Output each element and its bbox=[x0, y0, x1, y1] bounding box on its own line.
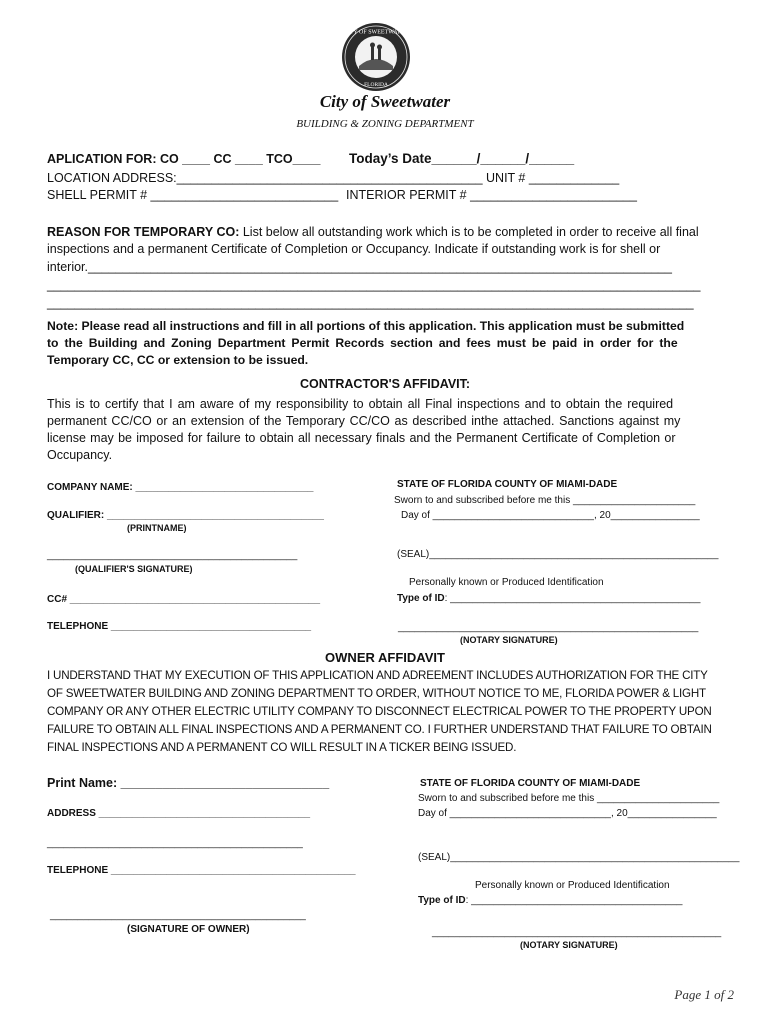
reason-line-3[interactable]: interior.____________________________________________________________________________________ bbox=[47, 260, 672, 274]
contractor-type-id-line: : _____________________________________________ bbox=[444, 593, 701, 604]
contractor-text-1: This is to certify that I am aware of my responsibility to obtain all Final inspections and to obtain the required bbox=[47, 397, 674, 411]
reason-label: REASON FOR TEMPORARY CO: bbox=[47, 225, 240, 239]
interior-permit-field[interactable]: INTERIOR PERMIT # ________________________ bbox=[346, 188, 637, 202]
cc-number-field[interactable]: CC# _____________________________________________ bbox=[47, 594, 321, 605]
today-date-field[interactable]: Today’s Date______/______/______ bbox=[349, 151, 575, 166]
owner-day-line[interactable]: Day of _____________________________, 20________________ bbox=[418, 808, 717, 819]
note-line-2: to the Building and Zoning Department Permit Records section and fees must be paid in order for the bbox=[47, 336, 678, 350]
contractor-day-line[interactable]: Day of _____________________________, 20________________ bbox=[401, 510, 700, 521]
owner-seal-line[interactable]: (SEAL)____________________________________________________ bbox=[418, 852, 740, 863]
qualifier-field[interactable]: QUALIFIER: _______________________________________ bbox=[47, 510, 324, 521]
owner-notary-signature-label: (NOTARY SIGNATURE) bbox=[520, 940, 618, 950]
contractor-notary-state: STATE OF FLORIDA COUNTY OF MIAMI-DADE bbox=[397, 479, 618, 490]
contractor-type-id-field[interactable] bbox=[397, 593, 700, 604]
note-line-3: Temporary CC, CC or extension to be issued. bbox=[47, 353, 309, 367]
owner-signature-line[interactable]: ______________________________________________ bbox=[50, 910, 306, 921]
owner-address-line-2[interactable]: ______________________________________________ bbox=[47, 838, 303, 849]
company-name-field[interactable]: COMPANY NAME: ________________________________ bbox=[47, 482, 314, 493]
contractor-sworn-line[interactable]: Sworn to and subscribed before me this ______________________ bbox=[394, 495, 696, 506]
reason-line-5[interactable]: _____________________________________________________________________________________________ bbox=[47, 296, 694, 310]
contractor-notary-signature-line[interactable]: ______________________________________________________ bbox=[398, 622, 699, 633]
contractor-personally-known: Personally known or Produced Identification bbox=[409, 577, 604, 588]
qualifier-signature-label: (QUALIFIER'S SIGNATURE) bbox=[75, 564, 193, 574]
owner-notary-signature-line[interactable]: ____________________________________________________ bbox=[432, 927, 722, 938]
contractor-notary-signature-label: (NOTARY SIGNATURE) bbox=[460, 635, 558, 645]
shell-permit-field[interactable]: SHELL PERMIT # ___________________________ bbox=[47, 188, 339, 202]
reason-text-2: inspections and a permanent Certificate of Completion or Occupancy. Indicate if outstanding work is for shell or bbox=[47, 242, 661, 256]
owner-text-1: I UNDERSTAND THAT MY EXECUTION OF THIS APPLICATION AND ADREEMENT INCLUDES AUTHORIZATION FOR THE CITY bbox=[47, 669, 708, 682]
application-for-field[interactable]: APLICATION FOR: CO ____ CC ____ TCO____ bbox=[47, 152, 321, 166]
contractor-text-4: Occupancy. bbox=[47, 448, 113, 462]
reason-text-1: List below all outstanding work which is to be completed in order to receive all final bbox=[239, 225, 699, 239]
contractor-seal-line[interactable]: (SEAL)____________________________________________________ bbox=[397, 549, 719, 560]
owner-type-id-field[interactable] bbox=[418, 895, 683, 906]
owner-personally-known: Personally known or Produced Identification bbox=[475, 880, 670, 891]
qualifier-signature-line[interactable]: _____________________________________________ bbox=[47, 550, 298, 561]
owner-telephone-field[interactable]: TELEPHONE ____________________________________________ bbox=[47, 865, 356, 876]
owner-address-field[interactable]: ADDRESS ______________________________________ bbox=[47, 808, 311, 819]
seal-text-bottom: FLORIDA bbox=[364, 82, 388, 88]
owner-affidavit-title: OWNER AFFIDAVIT bbox=[325, 650, 445, 665]
seal-text-top: CITY OF SWEETWATER bbox=[343, 29, 409, 36]
reason-line-1 bbox=[47, 225, 699, 239]
department-title: BUILDING & ZONING DEPARTMENT bbox=[296, 118, 474, 130]
city-seal-logo bbox=[341, 22, 411, 92]
printname-label: (PRINTNAME) bbox=[127, 523, 187, 533]
note-line-1: Note: Please read all instructions and fill in all portions of this application. This application must be submitted bbox=[47, 319, 685, 333]
contractor-text-3: license may be imposed for failure to obtain all necessary finals and the Permanent Certificate of Completion or bbox=[47, 431, 676, 445]
owner-text-2: OF SWEETWATER BUILDING AND ZONING DEPARTMENT TO ORDER, WITHOUT NOTICE TO ME, FLORIDA POWER & LIGHT bbox=[47, 687, 706, 700]
owner-type-id-label: Type of ID bbox=[418, 895, 466, 906]
contractor-affidavit-title: CONTRACTOR'S AFFIDAVIT: bbox=[299, 377, 471, 391]
reason-line-4[interactable]: ______________________________________________________________________________________________ bbox=[47, 278, 701, 292]
location-address-field[interactable]: LOCATION ADDRESS:____________________________________________ UNIT # _____________ bbox=[47, 171, 620, 185]
print-name-field[interactable]: Print Name: ______________________________ bbox=[47, 776, 330, 790]
contractor-text-2: permanent CC/CO or an extension of the Temporary CC/CO as described inthe attached. Sanctions against my bbox=[47, 414, 681, 428]
owner-notary-state: STATE OF FLORIDA COUNTY OF MIAMI-DADE bbox=[420, 778, 641, 789]
owner-type-id-line: : ______________________________________ bbox=[465, 895, 683, 906]
city-title: City of Sweetwater bbox=[319, 92, 451, 111]
owner-text-3: COMPANY OR ANY OTHER ELECTRIC UTILITY COMPANY TO DISCONNECT ELECTRICAL POWER TO THE PROPERTY UPON bbox=[47, 705, 712, 718]
owner-text-4: FAILURE TO OBTAIN ALL FINAL INSPECTIONS AND A PERMANENT CO. I FURTHER UNDERSTAND THAT FAILURE TO OBTAIN bbox=[47, 723, 712, 736]
owner-sworn-line[interactable]: Sworn to and subscribed before me this ______________________ bbox=[418, 793, 720, 804]
contractor-telephone-field[interactable]: TELEPHONE ____________________________________ bbox=[47, 621, 312, 632]
owner-text-5: FINAL INSPECTIONS AND A PERMANENT CO WILL RESULT IN A TICKER BEING ISSUED. bbox=[47, 741, 517, 754]
contractor-type-id-label: Type of ID bbox=[397, 593, 445, 604]
page-number: Page 1 of 2 bbox=[674, 987, 734, 1002]
owner-signature-label: (SIGNATURE OF OWNER) bbox=[127, 924, 250, 935]
